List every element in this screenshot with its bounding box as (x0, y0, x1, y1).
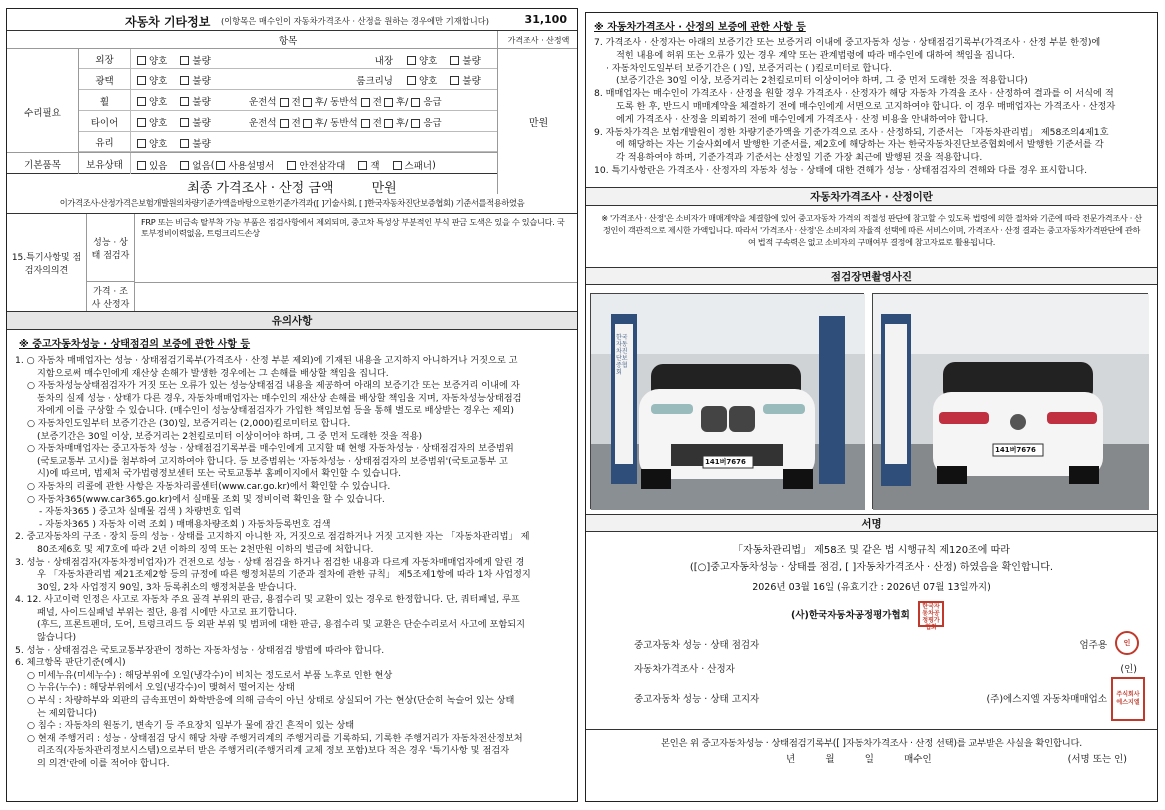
good-label: 양호 (149, 76, 168, 87)
wheel-driver-front-checkbox[interactable] (280, 98, 289, 107)
booth-text: 한국자동차진단보증협회 (616, 334, 628, 376)
list-line: ○ 현재 주행거리 : 성능 · 상태점검 당시 해당 차량 주행거리계의 주행거리를 기록하되, 기록한 주행거리가 자동차전산정보처 (27, 732, 523, 744)
gloss-bad-checkbox[interactable] (180, 76, 189, 85)
sign-line1: 「자동차관리법」 제58조 및 같은 법 시행규칙 제120조에 따라 (733, 545, 1010, 556)
room-bad-checkbox[interactable] (450, 76, 459, 85)
final-price-box (7, 174, 577, 214)
list-line: ○ 자동차의 리콜에 관한 사항은 자동차리콜센터(www.car.go.kr)에서 확인할 수 있습니다. (27, 480, 391, 492)
list-line: ○ 자동차성능상태점검자가 거짓 또는 오류가 있는 성능상태점검 내용을 제공하여 아래의 보증기간 또는 보증거리 이내에 자 (27, 380, 520, 392)
receipt-date: 년 월 일 매수인 (786, 754, 932, 765)
glass-bad-checkbox[interactable] (180, 139, 189, 148)
wheel-bad-checkbox[interactable] (180, 97, 189, 106)
repair-label: 수리필요 (7, 49, 79, 174)
list-line: 는 제외합니다) (37, 707, 97, 719)
definition-text: ※ '가격조사 · 산정'은 소비자가 매매계약을 체결함에 있어 중고자동차 가격의 적절성 판단에 참고할 수 있도록 법령에 의한 절차와 기준에 따라 전문가격조사 · 산정인이 객관적으로 제시한 가액입니다. 따라서 '가격조사 · 산정'은 소비자의 자율적 선택에 따른 서비스이며, 가격조사 · 산정 결과는 중고자동차가격판단에 관하여 법적 구속력은 없고 소비자의 구매여부 결정에 참고자료로 활용됩니다. (601, 213, 1142, 247)
good-label: 양호 (149, 118, 168, 129)
list-line: 7. 가격조사 · 산정자는 아래의 보증기간 또는 보증거리 이내에 중고자동차 성능 · 상태점검기록부(가격조사 · 산정 부분 한정)에 (594, 37, 1101, 48)
sign-date: 2026년 03월 16일 (유효기간 : 2026년 07월 13일까지) (752, 582, 991, 593)
interior-label: 내장 (374, 56, 393, 67)
tire-label: 타이어 (79, 111, 131, 132)
list-line: ○ 자동차인도일부터 보증기간은 (30)일, 보증거리는 (2,000)킬로미터로 합니다. (27, 417, 351, 429)
right-panel (585, 12, 1158, 802)
roomcleaning-label: 룸크리닝 (356, 76, 393, 87)
inspector-stamp: 인 (1115, 631, 1139, 655)
row-gloss (79, 69, 497, 90)
list-line: 지함으로써 매수인에게 재산상 손해가 발생한 경우에는 그 손해를 배상할 책임을 집니다. (37, 367, 389, 379)
inspector-label: 중고자동차 성능 · 상태 점검자 (634, 640, 760, 651)
price-person-seal: (인) (1120, 664, 1137, 675)
notice-title: 유의사항 (7, 312, 577, 330)
list-line: ○ 자동차365(www.car365.go.kr)에서 실매물 조회 및 정비이력 확인을 할 수 있습니다. (27, 493, 385, 505)
list-line: 2. 중고자동차의 구조 · 장치 등의 성능 · 상태를 고지하지 아니한 자, 거짓으로 점검하거나 거짓 고지한 자는 「자동차관리법」 제 (15, 531, 530, 543)
list-line: 10. 특기사항란은 가격조사 · 산정자의 자동차 성능 · 상태에 대한 견해가 성능 · 상태점검자의 견해와 다를 경우 표시합니다. (594, 164, 1088, 176)
list-line: 4. 12. 사고이력 인정은 사고로 자동차 주요 골격 부위의 판금, 용접수리 및 교환이 있는 경우로 한정합니다. 단, 쿼터패널, 루프 (15, 594, 520, 606)
list-line: ○ 누유(누수) : 해당부위에서 오일(냉각수)이 맺혀서 떨어지는 상태 (27, 682, 295, 694)
wheel-pass-rear-checkbox[interactable] (384, 98, 393, 107)
inspection-photo-rear (872, 293, 1148, 509)
glass-good-checkbox[interactable] (137, 139, 146, 148)
list-line: ○ 자동차매매업자는 중고자동차 성능 · 상태점검기록부를 매수인에게 고지할 때 현행 자동차성능 · 상태점검자의 보증범위 (27, 443, 514, 455)
exterior-label: 외장 (79, 49, 131, 69)
list-line: 30일, 2차 사업정지 90일, 3차 등록취소의 행정처분을 받습니다. (37, 581, 297, 593)
bad-label: 불량 (192, 118, 211, 129)
wheel-pass-front-checkbox[interactable] (361, 98, 370, 107)
wheel-label: 휠 (79, 90, 131, 111)
list-line: 도록 한 후, 반드시 매매계약을 체결하기 전에 매수인에게 서면으로 고지하여야 합니다. 이 경우 매매업자는 가격조사 · 산정자 (616, 100, 1116, 112)
plate-rear: 141버7676 (995, 446, 1036, 454)
possession-label: 보유상태 (79, 153, 131, 174)
header-row (7, 31, 577, 49)
list-line: 6. 체크항목 판단기준(예시) (15, 657, 126, 669)
wheel-good-checkbox[interactable] (137, 97, 146, 106)
photo-title: 점검장면촬영사진 (586, 267, 1157, 285)
final-note: 이가격조사·산정가격은보험개발원의차량기준가액을바탕으로한기준가격과([ ]기술사회, [ ]한국자동차진단보증협회) 기준서를적용하였음 (59, 198, 525, 208)
car-rear-image (873, 294, 1149, 510)
tire-good-checkbox[interactable] (137, 118, 146, 127)
good-label: 양호 (419, 56, 438, 67)
list-line: 패널, 사이드실패널 부위는 절단, 용접 시에만 사고로 표기합니다. (37, 606, 297, 618)
receipt-text: 본인은 위 중고자동차성능 · 상태점검기록부([ ]자동차가격조사 · 산정 선택)를 교부받은 사실을 확인합니다. (660, 738, 1083, 749)
list-line: 8. 매매업자는 매수인이 가격조사 · 산정을 원할 경우 가격조사 · 산정자가 해당 자동차 가격을 조사 · 산정하여 결과를 이 서식에 적 (594, 88, 1114, 100)
notice-list (15, 355, 571, 771)
list-line: ○ 부식 : 차량하부와 외판의 금속표면이 화학반응에 의해 금속이 아닌 상태로 상실되어 가는 현상(단순히 녹슬어 있는 상태 (27, 695, 515, 707)
org-stamp: 한국자동차공정평가협회 (918, 601, 944, 627)
inspection-photo-front (590, 293, 864, 509)
list-line: 않습니다) (37, 632, 77, 644)
list-line: (보증기간은 30일 이상, 보증거리는 2천킬로미터 이상이어야 하며, 그 중 먼저 도래한 것을 적용합니다) (616, 75, 1028, 87)
row-basic (7, 152, 497, 174)
tire-urgent-checkbox[interactable] (411, 119, 420, 128)
interior-good-checkbox[interactable] (407, 56, 416, 65)
list-line: 적힌 내용에 허위 또는 오류가 있는 경우 계약 또는 관계법령에 따라 매수인에 대하여 책임을 집니다. (616, 49, 1015, 61)
opinion-label: 15.특기사항및 점검자의의견 (7, 214, 87, 311)
org-name: (사)한국자동차공정평가협회 (791, 610, 910, 621)
price-person-label: 자동차가격조사 · 산정자 (634, 664, 735, 675)
guarantee-title: ※ 자동차가격조사 · 산정의 보증에 관한 사항 등 (594, 22, 806, 33)
list-line: - 자동차365 ) 중고차 실매물 검색 ) 차량번호 입력 (39, 506, 242, 518)
list-line: (국토교통부 고시)를 첨부하여 고지하여야 합니다. 등 보증범위는 '자동차성능 · 상태점검자의 보증범위'(국토교통부 고 (37, 455, 508, 467)
list-line: ○ 미세누유(미세누수) : 해당부위에 오일(냉각수)이 비치는 정도로서 부품 노후로 인한 현상 (27, 669, 393, 681)
room-good-checkbox[interactable] (407, 76, 416, 85)
gloss-good-checkbox[interactable] (137, 76, 146, 85)
good-label: 양호 (149, 139, 168, 150)
list-line: 리조직(자동차관리정보시스템)으로부터 받은 주행거리(주행거리계 교체 정보 포함)보다 적은 경우 '특기사항 및 점검자 (37, 745, 510, 757)
list-line: · 자동차인도일부터 보증기간은 ( )일, 보증거리는 ( )킬로미터로 합니다. (606, 62, 893, 74)
sign-or-seal: (서명 또는 인) (1067, 754, 1127, 765)
perf-label: 성능 · 상태 점검자 (87, 214, 135, 282)
list-line: 우 「자동차관리법 제21조제2항 등의 규정에 따른 행정처분의 기준과 절차에 관한 규칙」 제5조제1항에 따라 1차 사업정지 (37, 569, 531, 581)
list-line: 에 해당하는 자는 기술사회에서 발행한 기준서를, 제2호에 해당하는 자는 한국자동차진단보증협회에서 발행한 기준서를 각 (616, 139, 1104, 151)
basic-label: 기본품목 (7, 153, 79, 174)
basic-options: 있음 없음 ( 사용설명서 안전삼각대 잭 스패너 ) (137, 158, 446, 173)
tire-driver-rear-checkbox[interactable] (303, 119, 312, 128)
wheel-driver-rear-checkbox[interactable] (303, 98, 312, 107)
price-label: 가격 · 조사 산정자 (87, 282, 135, 311)
opinion-box (7, 214, 577, 312)
row-glass (79, 132, 497, 152)
list-line: ○ 침수 : 자동차의 원동기, 변속기 등 주요장치 일부가 물에 잠긴 흔적이 있는 상태 (27, 720, 355, 732)
tire-driver-front-checkbox[interactable] (280, 119, 289, 128)
bad-label: 불량 (192, 139, 211, 150)
list-line: 1. ○ 자동차 매매업자는 성능 · 상태점검기록부(가격조사 · 산정 부분 제외)에 기재된 내용을 고지하지 아니하거나 거짓으로 고 (15, 355, 518, 366)
bad-label: 불량 (192, 56, 211, 67)
definition-title: 자동차가격조사 · 산정이란 (586, 187, 1157, 206)
glass-label: 유리 (79, 132, 131, 152)
exterior-bad-checkbox[interactable] (180, 56, 189, 65)
good-label: 양호 (149, 97, 168, 108)
section-title: 자동차 기타정보 (125, 15, 211, 29)
list-line: 9. 자동차가격은 보험개발원이 정한 차량기준가액을 기준가격으로 조사 · 산정하되, 기준서는 「자동차관리법」 제58조의4제1호 (594, 126, 1109, 138)
interior-bad-checkbox[interactable] (450, 56, 459, 65)
notifier-stamp: 주식회사에스지엘 (1111, 677, 1145, 721)
list-line: 에게 가격조사 · 산정을 의뢰하기 전에 매수인에게 가격조사 · 산정 비용을 안내하여야 합니다. (616, 113, 989, 125)
title-price: 31,100 (524, 13, 567, 26)
bad-label: 불량 (192, 76, 211, 87)
manual-checkbox[interactable] (216, 161, 225, 170)
spanner-checkbox[interactable] (393, 161, 402, 170)
list-line: 자에게 이를 구상할 수 있습니다. (매수인이 성능상태점검자가 가입한 책임보험 등을 통해 별도로 배상받는 경우는 제외) (37, 405, 514, 417)
list-line: 각 적용하여야 하며, 기준가격과 기준서는 산정일 기준 가장 최근에 발행된 것을 적용합니다. (616, 152, 983, 164)
header-price: 가격조사 · 산정액 (497, 31, 579, 49)
list-line: (보증기간은 30일 이상, 보증거리는 2천킬로미터 이상이어야 하며, 그 중 먼저 도래한 것을 적용) (37, 430, 423, 442)
wheel-positions: 운전석 전 후/ 동반석 전 후/ 응급 (249, 97, 442, 108)
row-tire (79, 111, 497, 132)
list-line: 시)에 따르며, 법제처 국가법령정보센터 또는 국토교통부 홈페이지에서 확인할 수 있습니다. (37, 468, 402, 480)
good-label: 양호 (419, 76, 438, 87)
car-front-image (591, 294, 865, 510)
list-line: 80조제6호 및 제7호에 따라 2년 이하의 징역 또는 2천만원 이하의 벌금에 처합니다. (37, 543, 374, 555)
wheel-urgent-checkbox[interactable] (411, 98, 420, 107)
tire-pass-front-checkbox[interactable] (361, 119, 370, 128)
list-line: (후드, 프론트펜더, 도어, 트렁크리드 등 외판 부위 및 범퍼에 대한 판금, 용접수리 및 교환은 단순수리로서 사고에 포함되지 (37, 619, 525, 631)
list-line: 동차의 실제 성능 · 상태가 다른 경우, 자동차매매업자는 매수인의 재산상 손해를 배상할 책임을 지며, 자동차성능상태점검 (37, 392, 522, 404)
list-line: 의 의견'란에 이를 적어야 합니다. (37, 758, 170, 769)
guarantee-list (594, 37, 1151, 178)
bad-label: 불량 (462, 76, 481, 87)
notifier-label: 중고자동차 성능 · 상태 고지자 (634, 694, 760, 705)
left-panel (6, 8, 578, 802)
title-row (7, 9, 577, 31)
price-unit: 만원 (497, 49, 579, 194)
tire-bad-checkbox[interactable] (180, 118, 189, 127)
inspector-name: 엄주용 (1079, 640, 1107, 651)
have-checkbox[interactable] (137, 161, 146, 170)
perf-text: FRP 또는 비금속 탈부착 가능 부품은 점검사항에서 제외되며, 중고차 특성상 부분적인 부식 판금 도색은 있을 수 있습니다. 국토부정비이력없음, 트렁크리드손상 (141, 217, 565, 238)
notice-subtitle: ※ 중고자동차성능 · 상태점검의 보증에 관한 사항 등 (19, 339, 251, 350)
notifier-name: (주)에스지엘 자동차매매업소 (986, 694, 1107, 705)
exterior-good-checkbox[interactable] (137, 56, 146, 65)
header-item: 항목 (278, 36, 298, 47)
row-exterior (79, 49, 497, 69)
section-title-note: (이항목은 매수인이 자동차가격조사 · 산정을 원하는 경우에만 기재합니다) (221, 16, 490, 26)
bad-label: 불량 (192, 97, 211, 108)
sign-title: 서명 (586, 514, 1157, 532)
gloss-label: 광택 (79, 69, 131, 90)
final-title: 최종 가격조사 · 산정 금액 만원 (187, 181, 397, 196)
jack-checkbox[interactable] (358, 161, 367, 170)
good-label: 양호 (149, 56, 168, 67)
triangle-checkbox[interactable] (287, 161, 296, 170)
list-line: 3. 성능 · 상태점검자(자동차정비업자)가 건전으로 성능 · 상태 점검을 하거나 점검한 내용과 다르게 자동차매매업자에게 알린 경 (15, 556, 525, 568)
list-line: 5. 성능 · 상태점검은 국토교통부장관이 정하는 자동차성능 · 상태점검 방법에 따라야 합니다. (15, 644, 385, 656)
plate-front: 141버7676 (705, 458, 746, 466)
bad-label: 불량 (462, 56, 481, 67)
sign-line2: ([○]중고자동차성능 · 상태를 점검, [ ]자동차가격조사 · 산정) 하였음을 확인합니다. (689, 562, 1054, 573)
tire-positions: 운전석 전 후/ 동반석 전 후/ 응급 (249, 118, 442, 129)
none-checkbox[interactable] (180, 161, 189, 170)
list-line: - 자동차365 ) 자동차 이력 조회 ) 매매용차량조회 ) 자동차등록번호 검색 (39, 518, 331, 530)
tire-pass-rear-checkbox[interactable] (384, 119, 393, 128)
row-wheel (79, 90, 497, 111)
